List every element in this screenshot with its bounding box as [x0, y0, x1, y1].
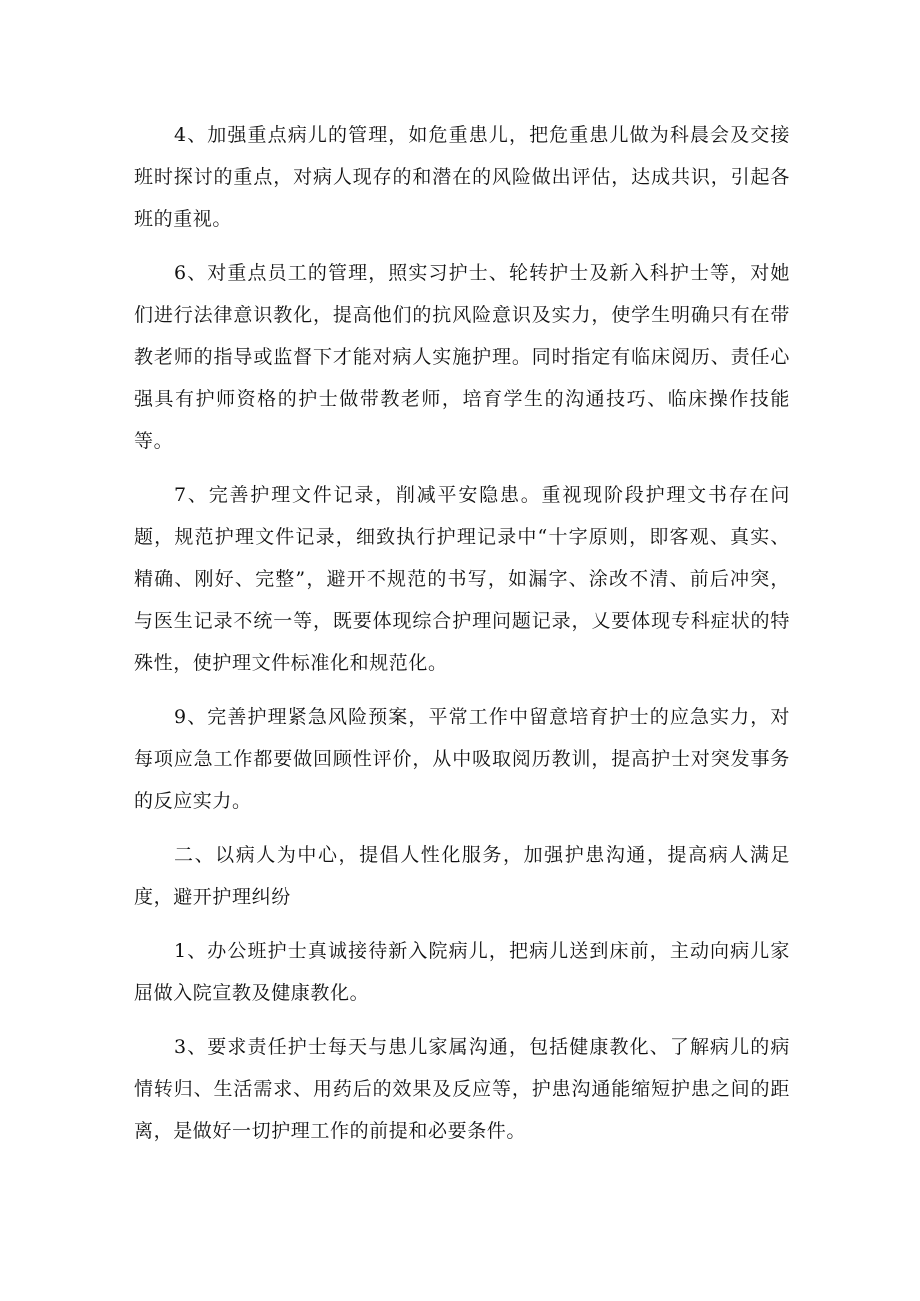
paragraph-item-7: 7、完善护理文件记录，削减平安隐患。重视现阶段护理文书存在问题，规范护理文件记录，细致执行护理记录中“十字原则，即客观、真实、精确、刚好、完整”，避开不规范的书写，如漏字、涂改不清、前后冲突，与医生记录不统一等，既要体现综合护理问题记录，乂要体现专科症状的特殊性，使护理文件标准化和规范化。	[134, 484, 790, 674]
document-body	[134, 114, 790, 1164]
paragraph-item-3: 3、要求责任护士每天与患儿家属沟通，包括健康教化、了解病儿的病情转归、生活需求、用药后的效果及反应等，护患沟通能缩短护患之间的距离，是做好一切护理工作的前提和必要条件。	[134, 1036, 790, 1142]
paragraph-item-1: 1、办公班护士真诚接待新入院病儿，把病儿送到床前，主动向病儿家屈做入院宣教及健康教化。	[134, 940, 790, 1004]
paragraph-item-6: 6、对重点员工的管理，照实习护士、轮转护士及新入科护士等，对她们进行法律意识教化，提高他们的抗风险意识及实力，使学生明确只有在带教老师的指导或监督下才能对病人实施护理。同时指定有临床阅历、责任心强具有护师资格的护士做带教老师，培育学生的沟通技巧、临床操作技能等。	[134, 262, 790, 452]
paragraph-item-4: 4、加强重点病儿的管理，如危重患儿，把危重患儿做为科晨会及交接班时探讨的重点，对病人现存的和潜在的风险做出评估，达成共识，引起各班的重视。	[134, 124, 790, 230]
section-heading-2: 二、以病人为中心，提倡人性化服务，加强护患沟通，提高病人满足度，避开护理纠纷	[134, 844, 790, 908]
paragraph-item-9: 9、完善护理紧急风险预案，平常工作中留意培育护士的应急实力，对每项应急工作都要做回顾性评价，从中吸取阅历教训，提高护士对突发事务的反应实力。	[134, 706, 790, 812]
